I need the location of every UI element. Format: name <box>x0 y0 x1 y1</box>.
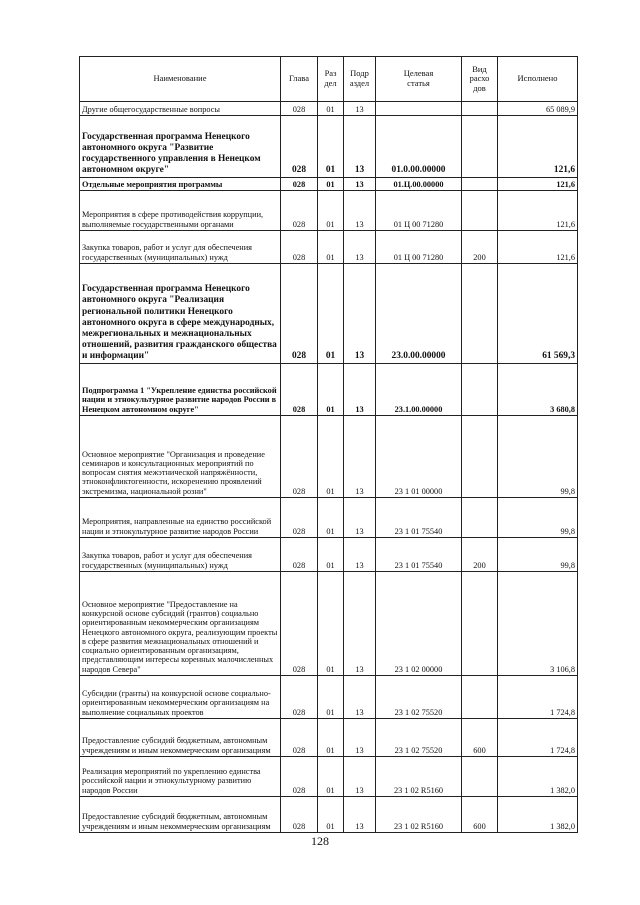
table-row <box>80 676 578 719</box>
table-row <box>80 572 578 676</box>
table-row <box>80 757 578 797</box>
row-name: Государственная программа Ненецкого автономного округа "Развитие государственного управления в Ненецком автономном округе" <box>80 116 281 178</box>
row-podrazdel: 13 <box>344 264 376 364</box>
row-vid <box>462 116 498 178</box>
row-vid: 600 <box>462 719 498 757</box>
row-podrazdel: 13 <box>344 364 376 416</box>
row-name: Предоставление субсидий бюджетным, автономным учреждениям и иным некоммерческим организациям <box>80 797 281 833</box>
row-podrazdel: 13 <box>344 231 376 264</box>
row-podrazdel: 13 <box>344 178 376 191</box>
row-vid <box>462 676 498 719</box>
row-article: 01.Ц.00.00000 <box>376 178 462 191</box>
row-article: 01 Ц 00 71280 <box>376 191 462 231</box>
row-razdel: 01 <box>318 191 344 231</box>
row-glava: 028 <box>281 498 318 538</box>
row-vid: 200 <box>462 231 498 264</box>
table-row <box>80 102 578 116</box>
row-name: Закупка товаров, работ и услуг для обеспечения государственных (муниципальных) нужд <box>80 538 281 572</box>
table-row <box>80 364 578 416</box>
row-glava: 028 <box>281 572 318 676</box>
row-name: Реализация мероприятий по укреплению единства российской нации и этнокультурному развитию народов России <box>80 757 281 797</box>
row-article: 23 1 02 R5160 <box>376 797 462 833</box>
header-name: Наименование <box>80 57 281 102</box>
header-executed: Исполнено <box>498 57 578 102</box>
row-name: Основное мероприятие "Предоставление на конкурсной основе субсидий (грантов) социально ориентированным некоммерческим организациям Ненецкого автономного округа, реализующим проекты в сфере развития межнациональных отношений и социально ориентированным организациям, представляющим интересы коренных малочисленных народов Севера" <box>80 572 281 676</box>
row-podrazdel: 13 <box>344 416 376 498</box>
row-executed: 65 089,9 <box>498 102 578 116</box>
row-name: Предоставление субсидий бюджетным, автономным учреждениям и иным некоммерческим организациям <box>80 719 281 757</box>
row-razdel: 01 <box>318 416 344 498</box>
row-glava: 028 <box>281 538 318 572</box>
row-article: 23 1 02 R5160 <box>376 757 462 797</box>
row-executed: 61 569,3 <box>498 264 578 364</box>
row-glava: 028 <box>281 102 318 116</box>
table-row <box>80 116 578 178</box>
row-glava: 028 <box>281 676 318 719</box>
row-executed: 121,6 <box>498 178 578 191</box>
row-article: 23.1.00.00000 <box>376 364 462 416</box>
row-name: Закупка товаров, работ и услуг для обеспечения государственных (муниципальных) нужд <box>80 231 281 264</box>
row-podrazdel: 13 <box>344 719 376 757</box>
row-article: 23 1 02 75520 <box>376 719 462 757</box>
table-row <box>80 416 578 498</box>
row-article: 23 1 01 75540 <box>376 498 462 538</box>
row-glava: 028 <box>281 178 318 191</box>
row-name: Подпрограмма 1 "Укрепление единства российской нации и этнокультурное развитие народов России в Ненецком автономном округе" <box>80 364 281 416</box>
row-podrazdel: 13 <box>344 498 376 538</box>
row-glava: 028 <box>281 231 318 264</box>
row-razdel: 01 <box>318 572 344 676</box>
row-executed: 99,8 <box>498 538 578 572</box>
row-glava: 028 <box>281 719 318 757</box>
row-podrazdel: 13 <box>344 572 376 676</box>
row-name: Другие общегосударственные вопросы <box>80 102 281 116</box>
row-article: 23 1 02 00000 <box>376 572 462 676</box>
row-razdel: 01 <box>318 264 344 364</box>
row-razdel: 01 <box>318 757 344 797</box>
row-name: Основное мероприятие "Организация и проведение семинаров и консультационных мероприятий по вопросам снятия межэтнической напряжённости, этноконфликтогенности, искоренению проявлений экстремизма, национальной розни" <box>80 416 281 498</box>
row-glava: 028 <box>281 364 318 416</box>
row-podrazdel: 13 <box>344 797 376 833</box>
row-vid <box>462 102 498 116</box>
header-target-article: Целевая статья <box>376 57 462 102</box>
row-glava: 028 <box>281 116 318 178</box>
table-row <box>80 719 578 757</box>
table-row <box>80 178 578 191</box>
header-expense-type: Вид расхо дов <box>462 57 498 102</box>
row-name: Мероприятия, направленные на единство российской нации и этнокультурное развитие народов России <box>80 498 281 538</box>
row-podrazdel: 13 <box>344 676 376 719</box>
row-glava: 028 <box>281 264 318 364</box>
header-razdel: Раз дел <box>318 57 344 102</box>
row-glava: 028 <box>281 797 318 833</box>
row-vid <box>462 364 498 416</box>
row-razdel: 01 <box>318 364 344 416</box>
table-row <box>80 191 578 231</box>
row-razdel: 01 <box>318 102 344 116</box>
row-name: Мероприятия в сфере противодействия коррупции, выполняемые государственными органами <box>80 191 281 231</box>
row-article <box>376 102 462 116</box>
table-row <box>80 264 578 364</box>
row-razdel: 01 <box>318 498 344 538</box>
row-article: 23 1 01 00000 <box>376 416 462 498</box>
row-vid <box>462 178 498 191</box>
row-article: 01 Ц 00 71280 <box>376 231 462 264</box>
row-executed: 1 382,0 <box>498 757 578 797</box>
row-glava: 028 <box>281 191 318 231</box>
row-name: Отдельные мероприятия программы <box>80 178 281 191</box>
row-name: Государственная программа Ненецкого автономного округа "Реализация региональной политики Ненецкого автономного округа в сфере международных, межрегиональных и межнациональных отношений, развития гражданского общества и информации" <box>80 264 281 364</box>
row-executed: 99,8 <box>498 498 578 538</box>
budget-table <box>79 56 578 833</box>
row-glava: 028 <box>281 416 318 498</box>
table-row <box>80 797 578 833</box>
row-razdel: 01 <box>318 797 344 833</box>
budget-sheet <box>79 56 577 833</box>
header-glava: Глава <box>281 57 318 102</box>
table-row <box>80 498 578 538</box>
row-vid <box>462 264 498 364</box>
page-number: 128 <box>311 834 329 848</box>
row-razdel: 01 <box>318 116 344 178</box>
row-razdel: 01 <box>318 676 344 719</box>
row-executed: 1 724,8 <box>498 676 578 719</box>
row-vid <box>462 498 498 538</box>
row-podrazdel: 13 <box>344 538 376 572</box>
row-executed: 99,8 <box>498 416 578 498</box>
row-razdel: 01 <box>318 231 344 264</box>
row-podrazdel: 13 <box>344 191 376 231</box>
row-executed: 3 680,8 <box>498 364 578 416</box>
row-podrazdel: 13 <box>344 102 376 116</box>
row-vid <box>462 757 498 797</box>
row-executed: 121,6 <box>498 231 578 264</box>
row-podrazdel: 13 <box>344 116 376 178</box>
row-article: 23 1 02 75520 <box>376 676 462 719</box>
row-executed: 121,6 <box>498 116 578 178</box>
row-podrazdel: 13 <box>344 757 376 797</box>
row-glava: 028 <box>281 757 318 797</box>
row-article: 23 1 01 75540 <box>376 538 462 572</box>
row-vid: 600 <box>462 797 498 833</box>
table-row <box>80 538 578 572</box>
row-vid <box>462 572 498 676</box>
header-podrazdel: Подр аздел <box>344 57 376 102</box>
row-razdel: 01 <box>318 178 344 191</box>
row-vid <box>462 191 498 231</box>
row-executed: 121,6 <box>498 191 578 231</box>
row-vid <box>462 416 498 498</box>
row-vid: 200 <box>462 538 498 572</box>
table-header-row <box>80 57 578 102</box>
row-name: Субсидии (гранты) на конкурсной основе социально-ориентированным некоммерческим организациям на выполнение социальных проектов <box>80 676 281 719</box>
row-article: 23.0.00.00000 <box>376 264 462 364</box>
row-executed: 1 724,8 <box>498 719 578 757</box>
table-row <box>80 231 578 264</box>
row-razdel: 01 <box>318 719 344 757</box>
row-article: 01.0.00.00000 <box>376 116 462 178</box>
row-executed: 3 106,8 <box>498 572 578 676</box>
row-executed: 1 382,0 <box>498 797 578 833</box>
row-razdel: 01 <box>318 538 344 572</box>
